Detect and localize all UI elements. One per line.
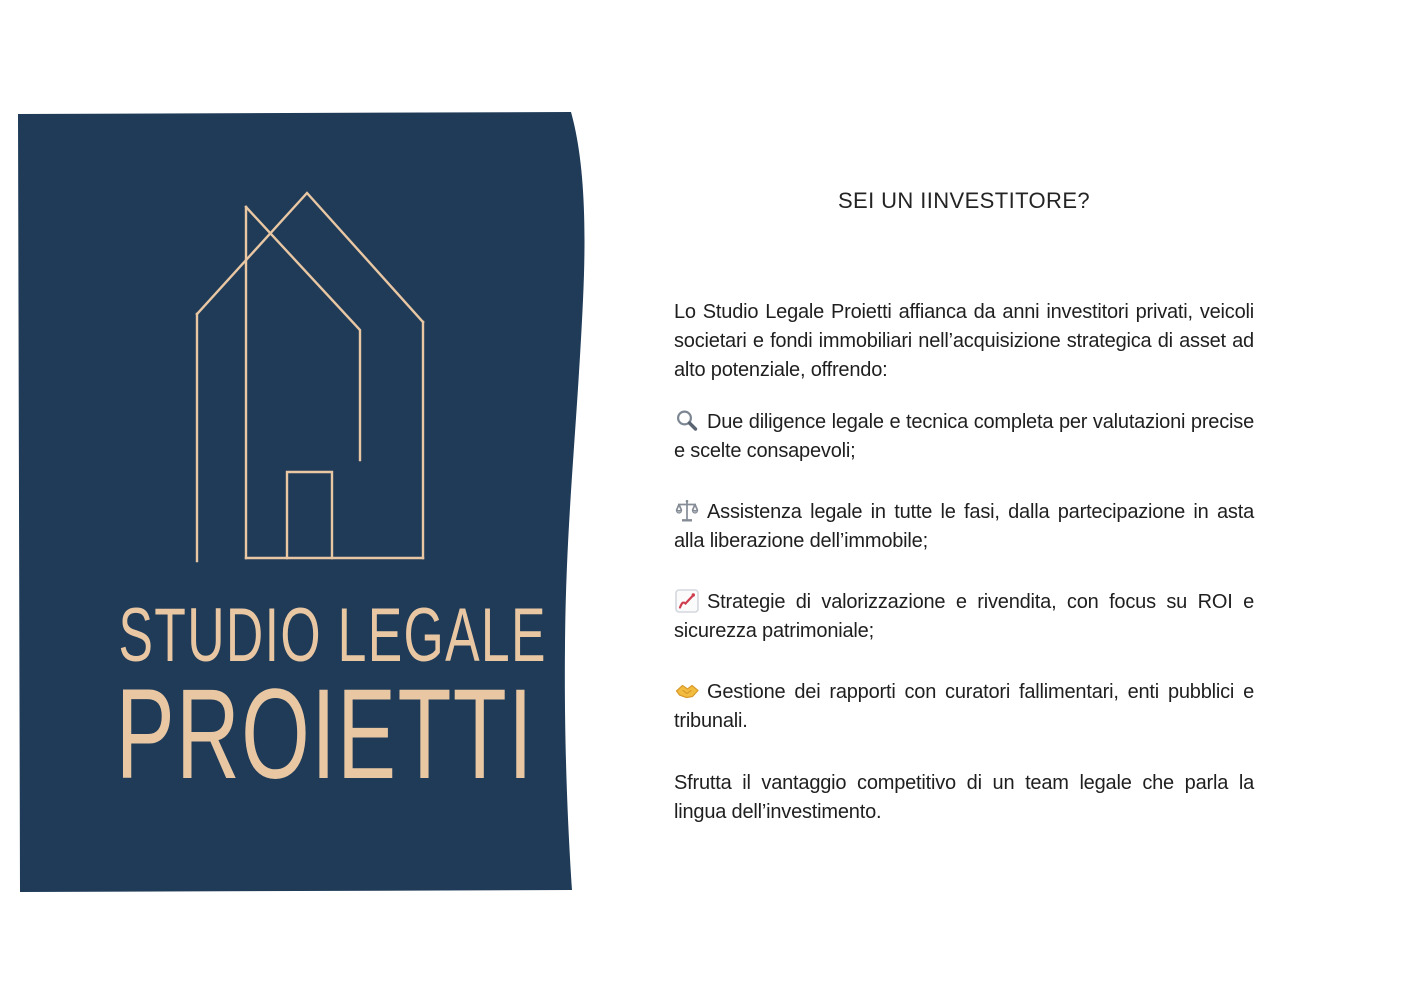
bullet-strategie-valorizzazione [674,588,1254,646]
closing-paragraph: Sfrutta il vantaggio competitivo di un team legale che parla la lingua dell’investimento. [674,772,1254,823]
chart-increasing-icon [674,588,700,614]
bullet-gestione-rapporti [674,678,1254,736]
bullet-assistenza-legale [674,498,1254,556]
page-title: SEI UN IINVESTITORE? [837,188,1091,213]
handshake-icon [674,678,700,704]
bullet-text: Due diligence legale e tecnica completa per valutazioni precise e scelte consapevoli; [674,411,1254,462]
brand-name-proietti: PROIETTI [115,663,535,806]
intro-paragraph: Lo Studio Legale Proietti affianca da anni investitori privati, veicoli societari e fondi immobiliari nell’acquisizione strategica di asset ad alto potenziale, offrendo: [674,301,1254,381]
bullet-due-diligence [674,408,1254,466]
bullet-text: Gestione dei rapporti con curatori fallimentari, enti pubblici e tribunali. [674,681,1254,732]
brand-name-studio-legale: STUDIO LEGALE [118,593,547,678]
bullet-text: Assistenza legale in tutte le fasi, dalla partecipazione in asta alla liberazione dell’immobile; [674,501,1254,552]
magnifier-icon [674,408,700,434]
bullet-text: Strategie di valorizzazione e rivendita, con focus su ROI e sicurezza patrimoniale; [674,591,1254,642]
content-column [674,0,1254,1000]
scales-of-justice-icon [674,498,700,524]
